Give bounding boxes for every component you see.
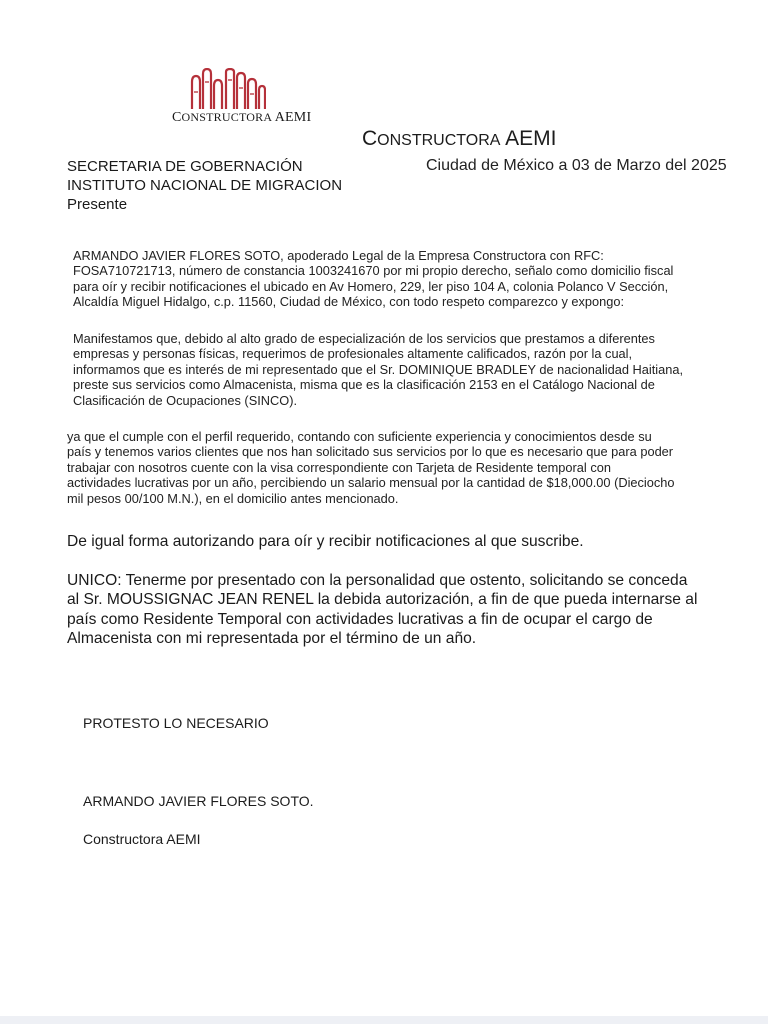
unico-paragraph bbox=[67, 571, 727, 648]
recipient-line: Presente bbox=[67, 196, 128, 213]
paragraph-line: ARMANDO JAVIER FLORES SOTO, apoderado Legal de la Empresa Constructora con RFC: bbox=[73, 248, 604, 263]
paragraph-line: UNICO: Tenerme por presentado con la personalidad que ostento, solicitando se conceda bbox=[67, 572, 688, 589]
logo-wordmark: CONSTRUCTORA AEMI bbox=[172, 110, 312, 125]
paragraph-line: informamos que es interés de mi representado que el Sr. DOMINIQUE BRADLEY de nacionalidad Haitiana, bbox=[73, 361, 684, 377]
paragraph-line: Alcaldía Miguel Hidalgo, c.p. 11560, Ciudad de México, con todo respeto comparezco y expongo: bbox=[73, 294, 625, 310]
protest-line: PROTESTO LO NECESARIO bbox=[83, 715, 269, 731]
paragraph-line: preste sus servicios como Almacenista, misma que es la clasificación 2153 en el Catálogo Nacional de bbox=[73, 377, 655, 393]
date-line: Ciudad de México a 03 de Marzo del 2025 bbox=[426, 157, 727, 174]
intro-paragraph bbox=[73, 248, 713, 310]
paragraph-line: trabajar con nosotros cuente con la visa correspondiente con Tarjeta de Residente temporal con bbox=[67, 459, 611, 475]
paragraph-line: país como Residente Temporal con actividades lucrativas a fin de ocupar el cargo de bbox=[67, 610, 653, 628]
paragraph-line: ya que el cumple con el perfil requerido, contando con suficiente experiencia y conocimientos desde su bbox=[67, 429, 652, 444]
recipient-block bbox=[67, 157, 342, 214]
manifest-paragraph bbox=[73, 331, 713, 408]
paragraph-line: para oír y recibir notificaciones el ubicado en Av Homero, 229, ler piso 104 A, colonia Polanco V Sección, bbox=[73, 278, 669, 294]
paragraph-line: país y tenemos varios clientes que nos han solicitado sus servicios por lo que es necesario que para poder bbox=[67, 444, 674, 460]
paragraph-line: actividades lucrativas por un año, percibiendo un salario mensual por la cantidad de $18,000.00 (Dieciocho bbox=[67, 475, 675, 491]
paragraph-line: empresas y personas físicas, requerimos de profesionales altamente calificados, razón por la cual, bbox=[73, 346, 633, 362]
signer-name: ARMANDO JAVIER FLORES SOTO. bbox=[83, 793, 314, 809]
paragraph-line: Manifestamos que, debido al alto grado de especialización de los servicios que prestamos a diferentes bbox=[73, 331, 655, 346]
paragraph-line: al Sr. MOUSSIGNAC JEAN RENEL la debida autorización, a fin de que pueda internarse al bbox=[67, 591, 698, 609]
company-logo bbox=[172, 68, 312, 130]
page-bottom-edge bbox=[0, 1016, 768, 1024]
paragraph-line: FOSA710721713, número de constancia 1003241670 por mi propio derecho, señalo como domicilio fiscal bbox=[73, 263, 674, 279]
paragraph-line: Clasificación de Ocupaciones (SINCO). bbox=[73, 392, 298, 408]
company-heading: CONSTRUCTORA AEMI bbox=[362, 127, 557, 150]
building-logo-icon bbox=[190, 68, 266, 110]
paragraph-line: mil pesos 00/100 M.N.), en el domicilio antes mencionado. bbox=[67, 490, 399, 506]
recipient-line: INSTITUTO NACIONAL DE MIGRACION bbox=[67, 177, 343, 194]
paragraph-line: Almacenista con mi representada por el término de un año. bbox=[67, 629, 477, 647]
recipient-line: SECRETARIA DE GOBERNACIÓN bbox=[67, 158, 303, 175]
authorize-line: De igual forma autorizando para oír y recibir notificaciones al que suscribe. bbox=[67, 533, 584, 550]
signer-company: Constructora AEMI bbox=[83, 831, 201, 847]
profile-paragraph bbox=[67, 429, 717, 506]
